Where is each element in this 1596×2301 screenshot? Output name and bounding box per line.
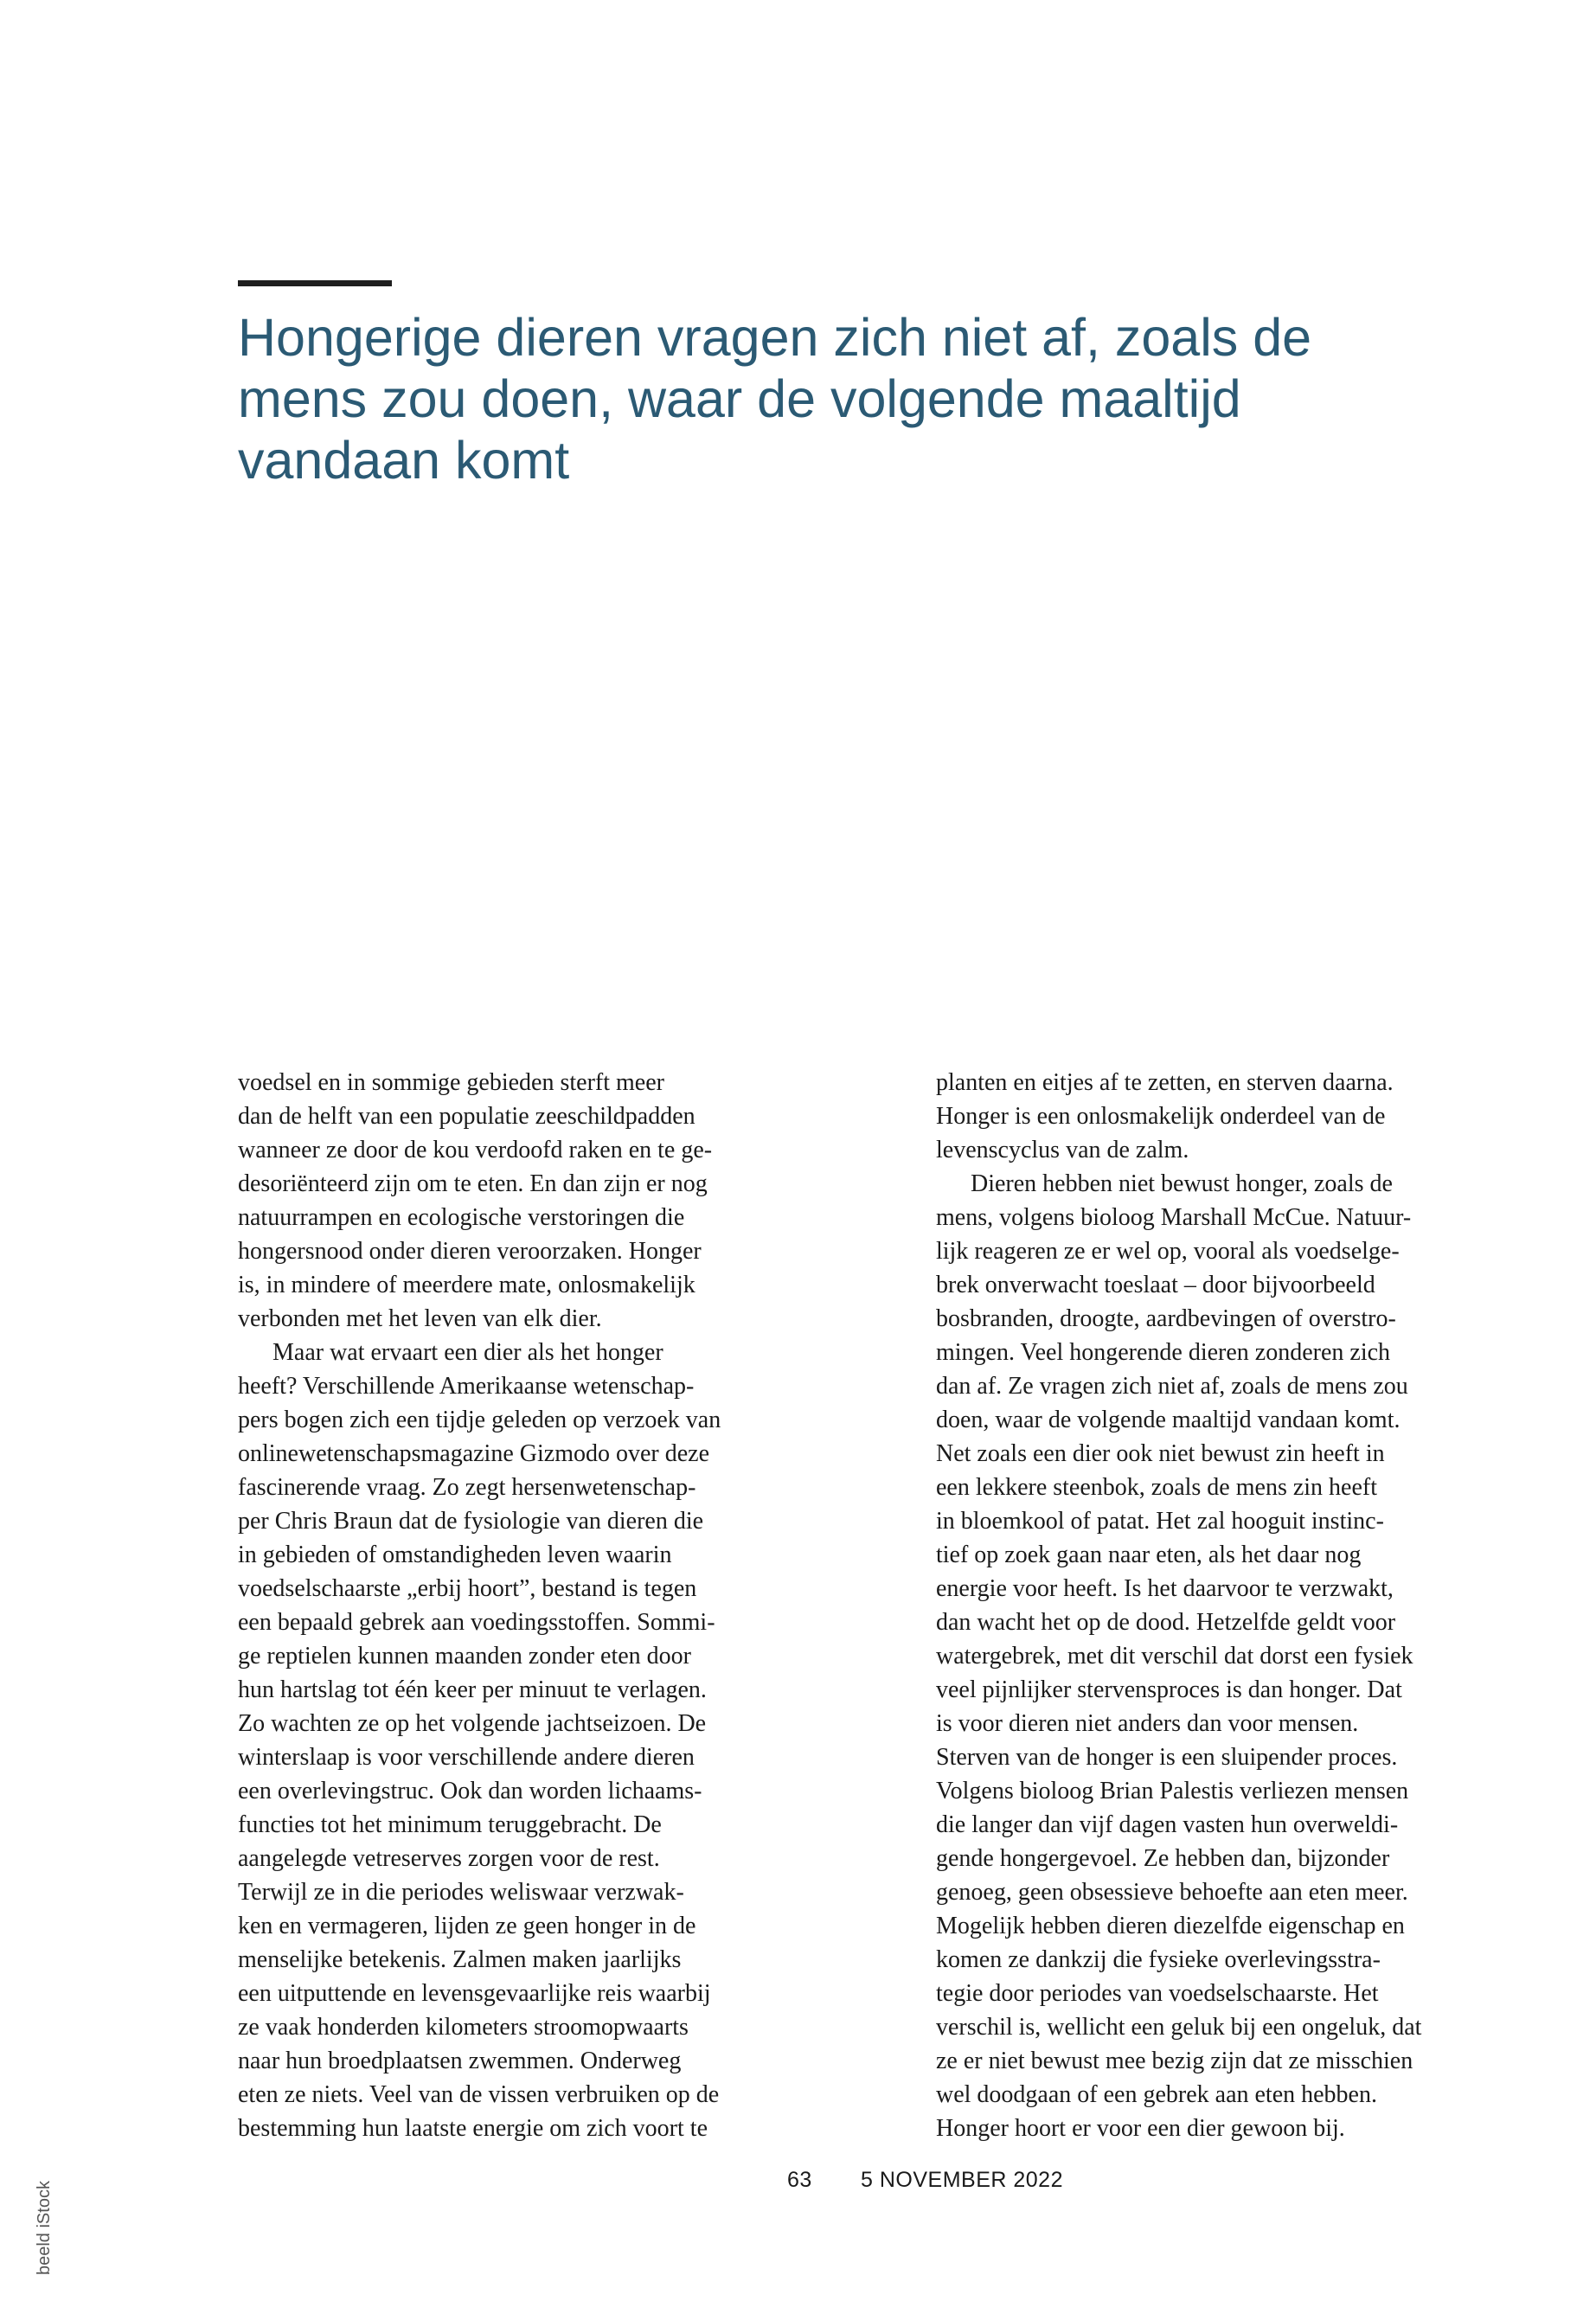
text-line: pers bogen zich een tijdje geleden op verzoek van <box>238 1407 721 1433</box>
text-line: komen ze dankzij die fysieke overlevingsstra- <box>936 1946 1381 1973</box>
text-line: watergebrek, met dit verschil dat dorst een fysiek <box>936 1643 1413 1670</box>
text-line: doen, waar de volgende maaltijd vandaan komt. <box>936 1407 1401 1433</box>
pullquote-rule <box>238 280 392 286</box>
pullquote <box>238 307 1380 491</box>
text-line: functies tot het minimum teruggebracht. De <box>238 1811 662 1838</box>
text-line: winterslaap is voor verschillende andere dieren <box>238 1744 695 1771</box>
text-line: ge reptielen kunnen maanden zonder eten door <box>238 1643 692 1670</box>
text-line: Honger is een onlosmakelijk onderdeel van de <box>936 1103 1386 1130</box>
photo-credit: beeld iStock <box>35 2181 54 2275</box>
text-line: onlinewetenschapsmagazine Gizmodo over deze <box>238 1440 710 1467</box>
text-line: verbonden met het leven van elk dier. <box>238 1305 602 1332</box>
text-line: een bepaald gebrek aan voedingsstoffen. Sommi- <box>238 1609 715 1636</box>
text-line: Zo wachten ze op het volgende jachtseizoen. De <box>238 1710 707 1737</box>
text-line: verschil is, wellicht een geluk bij een ongeluk, dat <box>936 2014 1422 2041</box>
text-line: een lekkere steenbok, zoals de mens zin heeft <box>936 1474 1378 1501</box>
text-line: veel pijnlijker stervensproces is dan honger. Dat <box>936 1676 1402 1703</box>
text-line: genoeg, geen obsessieve behoefte aan eten meer. <box>936 1879 1408 1906</box>
text-line: wel doodgaan of een gebrek aan eten hebben. <box>936 2081 1377 2108</box>
text-line: is voor dieren niet anders dan voor mensen. <box>936 1710 1359 1737</box>
text-line: hongersnood onder dieren veroorzaken. Honger <box>238 1238 702 1265</box>
text-line: Honger hoort er voor een dier gewoon bij. <box>936 2115 1345 2142</box>
text-line: fascinerende vraag. Zo zegt hersenwetenschap- <box>238 1474 696 1501</box>
text-line: dan af. Ze vragen zich niet af, zoals de mens zou <box>936 1373 1408 1400</box>
article-column-right <box>936 1066 1524 2145</box>
text-line: een overlevingstruc. Ook dan worden lichaams- <box>238 1778 702 1804</box>
text-line: per Chris Braun dat de fysiologie van dieren die <box>238 1508 704 1535</box>
text-line: ze er niet bewust mee bezig zijn dat ze misschien <box>936 2048 1413 2074</box>
text-line: die langer dan vijf dagen vasten hun overweldi- <box>936 1811 1399 1838</box>
text-line: in gebieden of omstandigheden leven waarin <box>238 1541 672 1568</box>
page-number: 63 <box>787 2168 812 2192</box>
article-column-left <box>238 1066 809 2145</box>
text-line: voedsel en in sommige gebieden sterft meer <box>238 1069 664 1096</box>
text-line: natuurrampen en ecologische verstoringen die <box>238 1204 685 1231</box>
text-line: een uitputtende en levensgevaarlijke reis waarbij <box>238 1980 711 2007</box>
text-line: desoriënteerd zijn om te eten. En dan zijn er nog <box>238 1170 708 1197</box>
text-line: mingen. Veel hongerende dieren zonderen zich <box>936 1339 1391 1366</box>
text-line: levenscyclus van de zalm. <box>936 1137 1189 1163</box>
text-line: ze vaak honderden kilometers stroomopwaarts <box>238 2014 689 2041</box>
text-line: Maar wat ervaart een dier als het honger <box>272 1339 663 1366</box>
text-line: lijk reageren ze er wel op, vooral als voedselge- <box>936 1238 1400 1265</box>
text-line: mens, volgens bioloog Marshall McCue. Natuur- <box>936 1204 1412 1231</box>
text-line: wanneer ze door de kou verdoofd raken en te ge- <box>238 1137 713 1163</box>
publication-date: 5 NOVEMBER 2022 <box>861 2168 1063 2192</box>
text-line: bosbranden, droogte, aardbevingen of overstro- <box>936 1305 1396 1332</box>
text-line: eten ze niets. Veel van de vissen verbruiken op de <box>238 2081 720 2108</box>
text-line: aangelegde vetreserves zorgen voor de rest. <box>238 1845 660 1872</box>
pullquote-line: mens zou doen, waar de volgende maaltijd <box>238 369 1241 428</box>
text-line: tief op zoek gaan naar eten, als het daar nog <box>936 1541 1362 1568</box>
text-line: planten en eitjes af te zetten, en sterven daarna. <box>936 1069 1394 1096</box>
pullquote-line: vandaan komt <box>238 431 570 490</box>
text-line: Sterven van de honger is een sluipender proces. <box>936 1744 1398 1771</box>
text-line: bestemming hun laatste energie om zich voort te <box>238 2115 708 2142</box>
text-line: Dieren hebben niet bewust honger, zoals de <box>971 1170 1393 1197</box>
pullquote-line: Hongerige dieren vragen zich niet af, zoals de <box>238 308 1312 367</box>
text-line: menselijke betekenis. Zalmen maken jaarlijks <box>238 1946 682 1973</box>
text-line: dan wacht het op de dood. Hetzelfde geldt voor <box>936 1609 1396 1636</box>
text-line: naar hun broedplaatsen zwemmen. Onderweg <box>238 2048 682 2074</box>
text-line: Mogelijk hebben dieren diezelfde eigenschap en <box>936 1913 1405 1939</box>
text-line: energie voor heeft. Is het daarvoor te verzwakt, <box>936 1575 1394 1602</box>
text-line: in bloemkool of patat. Het zal hooguit instinc- <box>936 1508 1384 1535</box>
text-line: Net zoals een dier ook niet bewust zin heeft in <box>936 1440 1385 1467</box>
text-line: dan de helft van een populatie zeeschildpadden <box>238 1103 695 1130</box>
text-line: is, in mindere of meerdere mate, onlosmakelijk <box>238 1272 695 1298</box>
text-line: Volgens bioloog Brian Palestis verliezen mensen <box>936 1778 1409 1804</box>
text-line: brek onverwacht toeslaat – door bijvoorbeeld <box>936 1272 1375 1298</box>
text-line: voedselschaarste „erbij hoort”, bestand is tegen <box>238 1575 697 1602</box>
text-line: tegie door periodes van voedselschaarste. Het <box>936 1980 1379 2007</box>
text-line: Terwijl ze in die periodes weliswaar verzwak- <box>238 1879 684 1906</box>
text-line: heeft? Verschillende Amerikaanse wetenschap- <box>238 1373 695 1400</box>
text-line: hun hartslag tot één keer per minuut te verlagen. <box>238 1676 707 1703</box>
text-line: gende hongergevoel. Ze hebben dan, bijzonder <box>936 1845 1390 1872</box>
text-line: ken en vermageren, lijden ze geen honger in de <box>238 1913 696 1939</box>
